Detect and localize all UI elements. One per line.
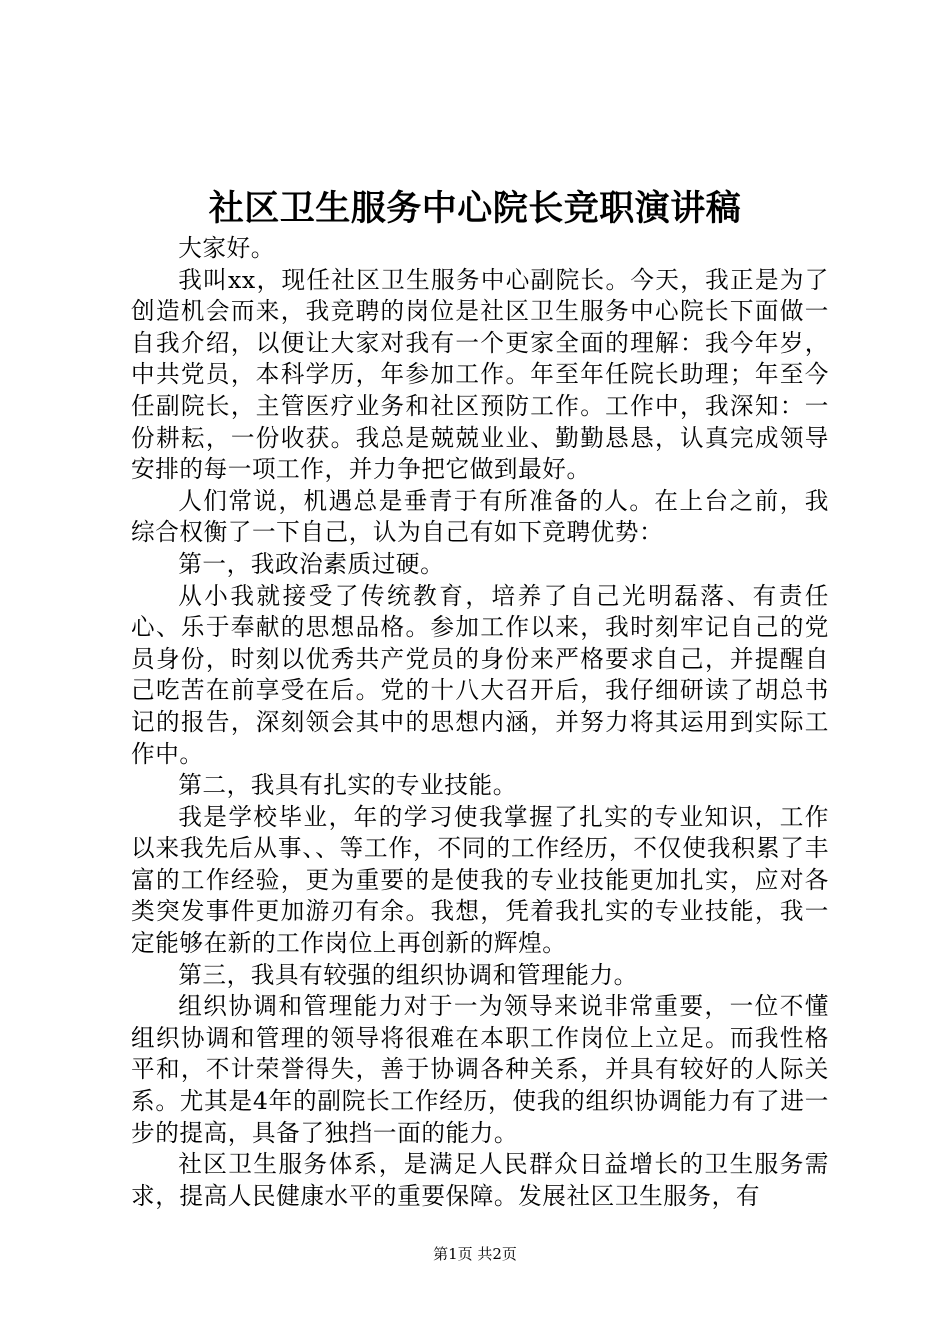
paragraph-community-health: 社区卫生服务体系，是满足人民群众日益增长的卫生服务需求，提高人民健康水平的重要保障。发展社区卫生服务，有: [131, 1150, 829, 1210]
paragraph-third-point: 组织协调和管理能力对于一为领导来说非常重要，一位不懂组织协调和管理的领导将很难在本职工作岗位上立足。而我性格平和，不计荣誉得失，善于协调各种关系，并具有较好的人际关系。尤其是4年的副院长工作经历，使我的组织协调能力有了进一步的提高，具备了独挡一面的能力。: [131, 992, 829, 1147]
paragraph-advantages-intro: 人们常说，机遇总是垂青于有所准备的人。在上台之前，我综合权衡了一下自己，认为自己有如下竞聘优势：: [131, 486, 829, 547]
document-body: [131, 233, 829, 1212]
heading-third-point: 第三，我具有较强的组织协调和管理能力。: [178, 960, 638, 989]
page-number-footer: 第1页 共2页: [433, 1245, 517, 1263]
paragraph-first-point: 从小我就接受了传统教育，培养了自己光明磊落、有责任心、乐于奉献的思想品格。参加工作以来，我时刻牢记自己的党员身份，时刻以优秀共产党员的身份来严格要求自己，并提醒自己吃苦在前享受在后。党的十八大召开后，我仔细研读了胡总书记的报告，深刻领会其中的思想内涵，并努力将其运用到实际工作中。: [131, 581, 829, 768]
heading-first-point: 第一，我政治素质过硬。: [178, 549, 445, 578]
heading-second-point: 第二，我具有扎实的专业技能。: [178, 771, 517, 800]
paragraph-greeting: 大家好。: [178, 234, 275, 262]
document-title: 社区卫生服务中心院长竞职演讲稿: [208, 188, 742, 229]
paragraph-introduction: 我叫xx，现任社区卫生服务中心副院长。今天，我正是为了创造机会而来，我竞聘的岗位是社区卫生服务中心院长下面做一自我介绍，以便让大家对我有一个更家全面的理解：我今年岁，中共党员，本科学历，年参加工作。年至年任院长助理；年至今任副院长，主管医疗业务和社区预防工作。工作中，我深知：一份耕耘，一份收获。我总是兢兢业业、勤勤恳恳，认真完成领导安排的每一项工作，并力争把它做到最好。: [131, 265, 829, 484]
paragraph-second-point: 我是学校毕业，年的学习使我掌握了扎实的专业知识，工作以来我先后从事、、等工作，不同的工作经历，不仅使我积累了丰富的工作经验，更为重要的是使我的专业技能更加扎实，应对各类突发事件更加游刃有余。我想，凭着我扎实的专业技能，我一定能够在新的工作岗位上再创新的辉煌。: [131, 802, 829, 958]
